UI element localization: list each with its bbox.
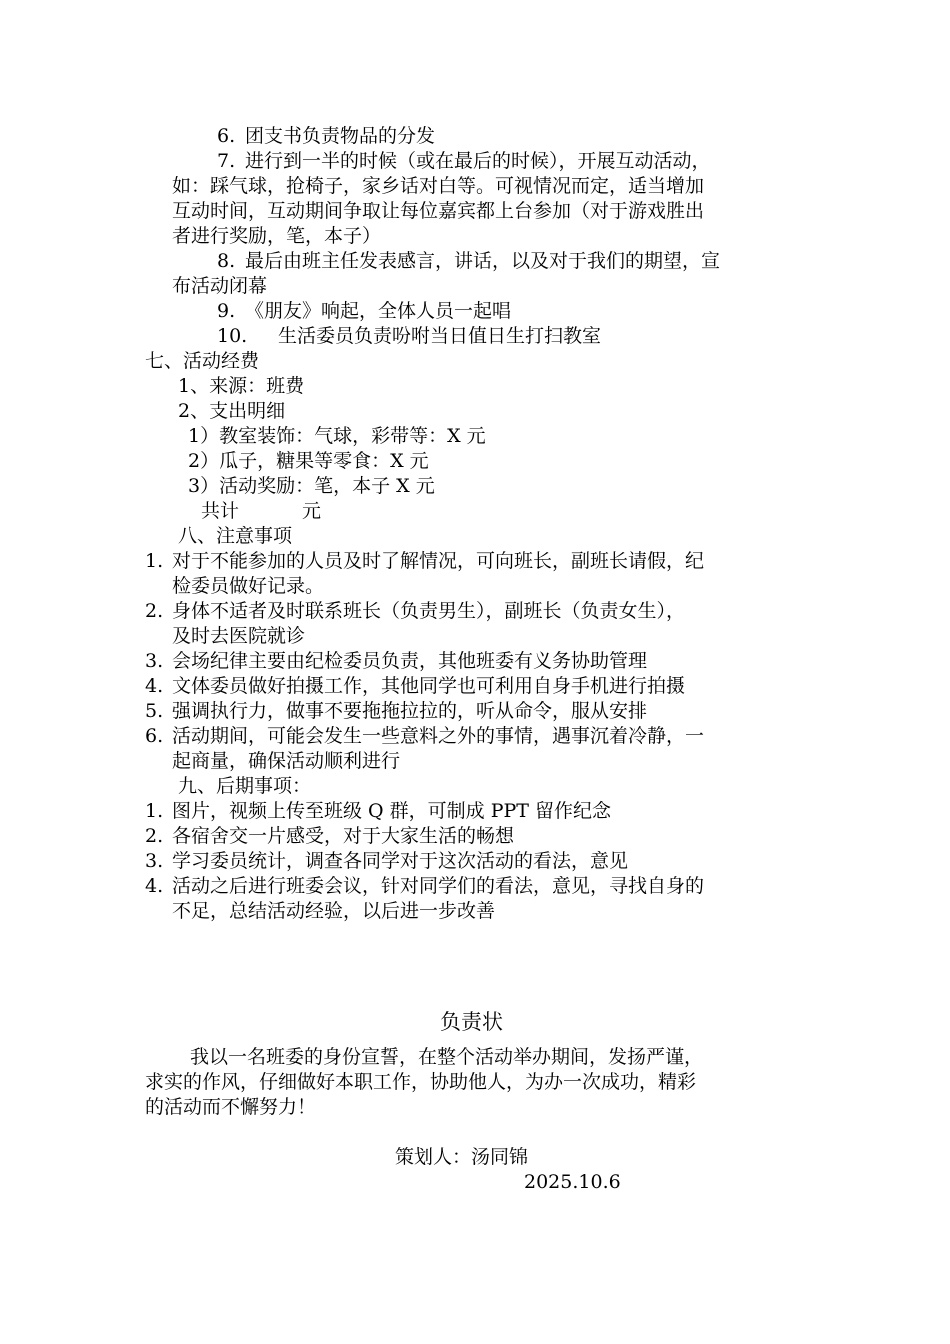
section-heading-budget: 七、活动经费 — [145, 350, 260, 372]
step-number: 7. — [217, 150, 236, 172]
followup-text: 学习委员统计，调查各同学对于这次活动的看法，意见 — [172, 850, 629, 872]
step-number: 6. — [217, 125, 236, 147]
note-text: 文体委员做好拍摄工作，其他同学也可利用自身手机进行拍摄 — [172, 675, 686, 697]
pledge-title: 负责状 — [440, 1010, 503, 1034]
note-text: 身体不适者及时联系班长（负责男生），副班长（负责女生）， — [172, 600, 686, 622]
followup-number: 3. — [145, 850, 164, 872]
section-heading-notes: 八、注意事项 — [178, 525, 293, 547]
budget-total-label: 共计 — [201, 500, 240, 522]
followup-text: 活动之后进行班委会议，针对同学们的看法，意见，寻找自身的 — [172, 875, 705, 897]
followup-number: 2. — [145, 825, 164, 847]
note-text: 对于不能参加的人员及时了解情况，可向班长，副班长请假，纪 — [172, 550, 705, 572]
followup-number: 1. — [145, 800, 164, 822]
step-text: 生活委员负责吩咐当日值日生打扫教室 — [278, 325, 602, 347]
budget-detail-heading: 2、支出明细 — [178, 400, 286, 422]
step-text: 者进行奖励，笔，本子） — [172, 225, 382, 247]
step-text: 互动时间，互动期间争取让每位嘉宾都上台参加（对于游戏胜出 — [172, 200, 705, 222]
note-text: 强调执行力，做事不要拖拖拉拉的，听从命令，服从安排 — [172, 700, 648, 722]
note-number: 6. — [145, 725, 164, 747]
step-text: 团支书负责物品的分发 — [245, 125, 436, 147]
note-number: 2. — [145, 600, 164, 622]
followup-text: 不足，总结活动经验，以后进一步改善 — [172, 900, 496, 922]
step-text: 进行到一半的时候（或在最后的时候），开展互动活动， — [245, 150, 711, 172]
budget-item: 2）瓜子，糖果等零食：X 元 — [188, 450, 429, 472]
pledge-text: 的活动而不懈努力！ — [145, 1096, 317, 1118]
pledge-text: 我以一名班委的身份宣誓，在整个活动举办期间，发扬严谨， — [190, 1046, 704, 1068]
step-text: 布活动闭幕 — [172, 275, 268, 297]
note-text: 检委员做好记录。 — [172, 575, 325, 597]
pledge-text: 求实的作风，仔细做好本职工作，协助他人，为办一次成功，精彩 — [145, 1071, 697, 1093]
budget-item: 3）活动奖励：笔，本子 X 元 — [188, 475, 435, 497]
step-number: 8. — [217, 250, 236, 272]
note-number: 1. — [145, 550, 164, 572]
note-text: 起商量，确保活动顺利进行 — [172, 750, 401, 772]
section-heading-followup: 九、后期事项： — [178, 775, 312, 797]
budget-item: 1）教室装饰：气球，彩带等：X 元 — [188, 425, 486, 447]
step-number: 9. — [217, 300, 236, 322]
step-text: 《朋友》响起，全体人员一起唱 — [245, 300, 512, 322]
followup-text: 图片，视频上传至班级 Q 群，可制成 PPT 留作纪念 — [172, 800, 611, 822]
step-text: 最后由班主任发表感言，讲话，以及对于我们的期望，宣 — [245, 250, 721, 272]
note-text: 活动期间，可能会发生一些意料之外的事情，遇事沉着冷静，一 — [172, 725, 705, 747]
budget-source: 1、来源：班费 — [178, 375, 305, 397]
followup-text: 各宿舍交一片感受，对于大家生活的畅想 — [172, 825, 515, 847]
step-number: 10. — [217, 325, 248, 347]
step-text: 如：踩气球，抢椅子，家乡话对白等。可视情况而定，适当增加 — [172, 175, 705, 197]
note-number: 3. — [145, 650, 164, 672]
note-number: 4. — [145, 675, 164, 697]
followup-number: 4. — [145, 875, 164, 897]
pledge-date: 2025.10.6 — [524, 1171, 621, 1193]
note-text: 会场纪律主要由纪检委员负责，其他班委有义务协助管理 — [172, 650, 648, 672]
note-number: 5. — [145, 700, 164, 722]
note-text: 及时去医院就诊 — [172, 625, 306, 647]
budget-total-unit: 元 — [302, 500, 322, 522]
planner-signature: 策划人：汤同锦 — [395, 1146, 529, 1168]
